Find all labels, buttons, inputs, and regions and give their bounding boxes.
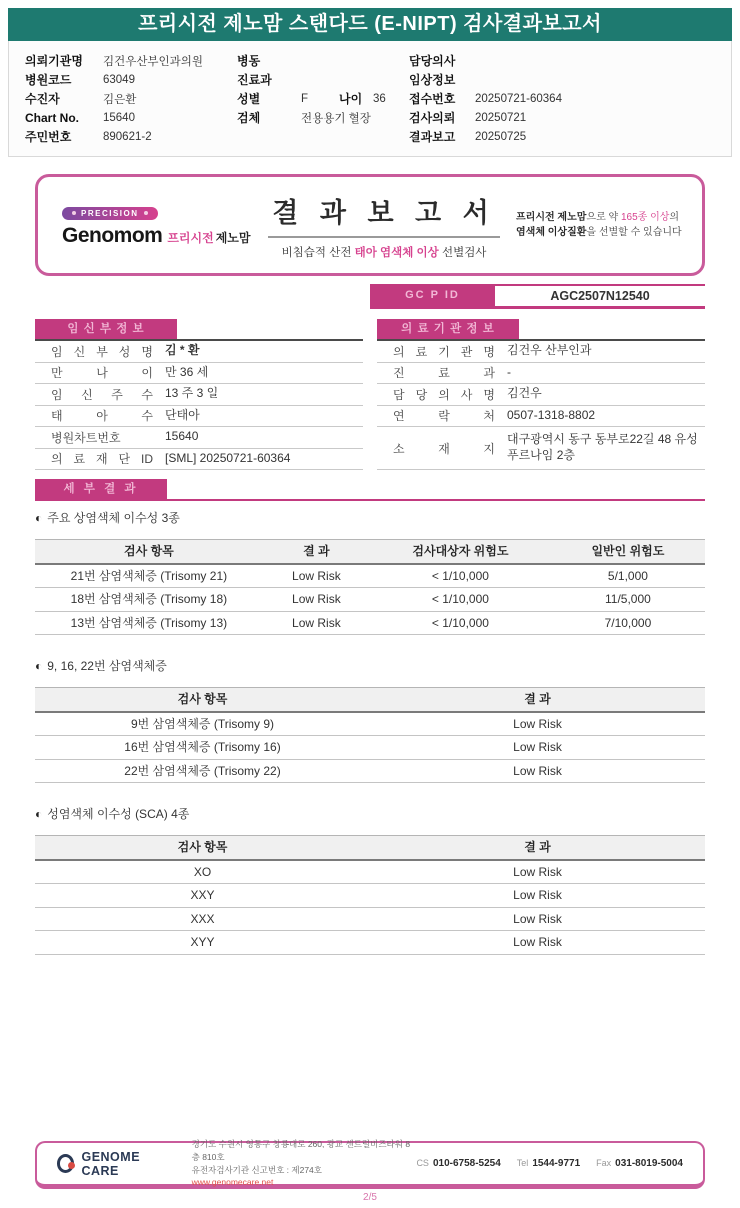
trisomy-main-table [35,539,705,635]
fax-contact [596,1158,683,1169]
table-cell: 22번 삼염색체증 (Trisomy 22) [124,763,281,778]
section-title: 9, 16, 22번 삼염색체증 [47,659,167,673]
info-row [25,108,237,127]
half-circle-icon: ◐ [35,510,43,525]
table-row [35,406,363,428]
field-label: 결과보고 [409,130,456,144]
row-label: 태 아 수 [51,409,153,424]
sca-table [35,835,705,955]
row-value: [SML] 20250721-60364 [165,450,291,465]
document-body [35,174,705,955]
field-label: 의뢰기관명 [25,54,83,68]
genome-care-logo [57,1150,170,1178]
table-cell: Low Risk [513,740,562,754]
genome-care-logo-text: GENOME CARE [81,1149,141,1178]
genomom-logo-text: Genomom [62,223,163,247]
table-row [377,341,705,363]
table-cell: Low Risk [292,592,341,606]
info-row [409,127,715,146]
table-row [35,861,705,885]
table-row [35,341,363,363]
field-value: 20250721-60364 [475,92,562,105]
report-title-block [252,191,516,260]
field-label: 나이 [339,92,363,106]
half-circle-icon: ◐ [35,806,43,821]
field-label: 접수번호 [409,92,456,106]
table-cell: Low Risk [513,716,562,731]
table-row [377,363,705,385]
table-cell: 9번 삼염색체증 (Trisomy 9) [130,716,275,731]
table-cell: 13번 삼염색체증 (Trisomy 13) [70,615,228,630]
table-cell: 21번 삼염색체증 (Trisomy 21) [70,568,228,583]
detail-results-title: 세 부 결 과 [35,479,167,499]
table-header-row [35,688,705,713]
field-value: 김은환 [103,93,137,106]
table-row [35,760,705,784]
row-value: 단태아 [165,407,200,422]
table-row [35,427,363,449]
footer-address-line1: 경기도 수원시 영통구 창룡대로 260, 광교 센트럴비즈타워 8층 810호 [191,1139,411,1162]
table-cell: XXY [190,888,215,902]
column-header: 검사 항목 [124,544,174,558]
row-label: 소 재 지 [393,441,495,456]
info-tables [35,319,705,470]
table-row [35,908,705,932]
footer-contacts [416,1158,683,1169]
cs-contact [416,1158,500,1169]
note1-tail: 의 [669,211,680,223]
tel-contact [517,1158,580,1169]
table-row [377,406,705,428]
subtitle-post: 선별검사 [438,246,487,259]
contact-value: 1544-9771 [532,1158,581,1169]
table-header-row [35,836,705,861]
page-number: 2/5 [363,1192,377,1203]
table-row [35,363,363,385]
detail-results-header [35,479,705,501]
trisomy-rare-table [35,687,705,783]
table-row [35,884,705,908]
column-header: 검사 항목 [177,840,228,854]
field-label: 검사의뢰 [409,111,456,125]
row-value: 15640 [165,429,199,444]
clinic-info-body [377,339,705,470]
info-row [237,127,409,146]
contact-value: 010-6758-5254 [432,1158,501,1169]
table-cell: XXX [190,911,215,926]
table-cell: < 1/10,000 [431,568,489,583]
info-row [237,108,409,127]
row-label: 임 신 부 성 명 [51,344,153,359]
info-row [237,89,409,108]
column-header: 결 과 [524,840,551,854]
result-report-title: 결 과 보 고 서 [268,191,499,238]
contact-label: CS [416,1158,429,1168]
field-value: 15640 [103,111,135,124]
field-value: 전용용기 혈장 [301,112,371,125]
table-row [35,449,363,471]
row-value: 김건우 [507,386,542,401]
field-label: 임상정보 [409,73,456,87]
patient-info-col2 [237,51,409,146]
section-heading-sca [35,805,705,822]
row-value: 김건우 산부인과 [507,343,592,358]
table-row [35,588,705,612]
field-label: 주민번호 [25,130,72,144]
field-label: 병동 [237,54,261,68]
subtitle-pre: 비침습적 산전 [281,246,355,259]
brand-block [62,203,252,248]
field-label: 검체 [237,111,261,125]
table-cell: 18번 삼염색체증 (Trisomy 18) [70,592,228,606]
report-title-bar [8,8,732,41]
column-header: 결 과 [524,692,551,706]
field-label: 담당의사 [409,54,456,68]
info-row [409,70,715,89]
table-cell: Low Risk [513,935,562,949]
table-row [35,612,705,636]
note1-bold: 프리시전 제노맘 [516,211,587,223]
footer-address-line2: 유전자검사기관 신고번호 : 제274호 [191,1164,322,1175]
info-row [409,51,715,70]
info-row [237,51,409,70]
section-title: 주요 상염색체 이수성 3종 [47,511,180,525]
table-cell: < 1/10,000 [431,615,489,630]
table-header-row [35,540,705,565]
field-value: 36 [373,92,386,105]
row-label: 진 료 과 [393,366,495,381]
website-link[interactable]: www.genomecare.net [191,1177,274,1188]
info-row [25,51,237,70]
column-header: 일반인 위험도 [591,544,665,558]
section-heading-rare-trisomy [35,657,705,674]
table-cell: 7/10,000 [604,615,652,630]
table-row [35,565,705,589]
info-row [409,108,715,127]
section-title: 성염색체 이수성 (SCA) 4종 [47,807,190,821]
info-row [25,127,237,146]
row-label: 담 당 의 사 명 [393,387,495,402]
table-cell: 5/1,000 [607,568,648,583]
contact-label: Fax [596,1158,612,1168]
info-row [25,70,237,89]
info-row [237,70,409,89]
table-row [35,384,363,406]
column-header: 검사대상자 위험도 [412,544,509,558]
field-label: 수진자 [25,92,60,106]
field-label: 성별 [237,92,261,106]
table-cell: XYY [190,935,215,949]
table-row [35,736,705,760]
field-value: 20250725 [475,130,527,143]
genome-care-logo-icon [57,1154,74,1173]
row-value: 김 * 환 [165,343,200,358]
contact-label: Tel [516,1158,529,1168]
row-label: 의 료 기 관 명 [393,344,495,359]
row-label: 병원차트번호 [51,430,121,445]
row-value: 0507-1318-8802 [507,407,596,422]
patient-info-col1 [25,51,237,146]
column-header: 검사 항목 [177,692,228,706]
field-label: 병원코드 [25,73,72,87]
patient-info-col3 [409,51,715,146]
clinic-info-table [377,319,705,470]
subtitle-highlight: 태아 염색체 이상 [354,246,439,259]
info-row [25,89,237,108]
precision-badge: PRECISION [62,207,158,220]
field-value: 20250721 [475,111,527,124]
footer-address-block [192,1138,417,1189]
table-cell: Low Risk [292,568,341,583]
note1-mid: 으로 약 [586,211,621,223]
mother-info-table [35,319,363,470]
row-value: 13 주 3 일 [165,386,219,401]
brand-kr-pink: 프리시전 [167,230,214,245]
table-cell: Low Risk [292,615,341,630]
table-cell: Low Risk [513,888,562,902]
field-value: F [301,92,309,105]
patient-info-box [8,41,732,157]
note2-tail: 을 선별할 수 있습니다 [586,227,682,238]
gc-p-id-row [370,284,705,309]
report-header-strip [35,174,705,276]
gc-p-id-value: AGC2507N12540 [495,284,705,306]
row-value: 만 36 세 [165,364,209,379]
table-cell: Low Risk [513,911,562,926]
row-label: 연 락 처 [393,409,495,424]
row-value: 대구광역시 동구 동부로22길 48 유성 푸르나임 2층 [507,432,698,462]
field-value: 63049 [103,73,135,86]
table-cell: 11/5,000 [605,592,651,606]
header-note [516,210,684,241]
note-line1 [516,210,684,226]
table-row [35,713,705,737]
footer-box [35,1141,705,1189]
table-row [35,931,705,955]
info-row [409,89,715,108]
field-label: Chart No. [25,110,79,125]
table-cell: XO [193,864,212,879]
table-row [377,427,705,470]
table-row [377,384,705,406]
row-label: 의 료 재 단 ID [51,452,153,467]
note1-highlight: 165종 이상 [620,211,670,223]
mother-info-header: 임 신 부 정 보 [35,319,177,339]
mother-info-body [35,339,363,470]
report-title: 프리시전 제노맘 스탠다드 (E-NIPT) 검사결과보고서 [138,13,602,35]
row-label: 임 신 주 수 [51,387,153,402]
row-label: 만 나 이 [51,366,153,381]
table-cell: Low Risk [513,763,562,778]
report-subtitle [252,244,516,260]
field-label: 진료과 [237,73,272,87]
field-value: 김건우산부인과의원 [103,55,203,68]
contact-value: 031-8019-5004 [615,1158,683,1169]
row-value: - [507,364,511,379]
gc-p-id-label: GC P ID [370,284,495,306]
note2-bold: 염색체 이상질환 [516,227,587,238]
clinic-info-header: 의 료 기 관 정 보 [377,319,519,339]
note-line2 [516,225,684,241]
section-heading-autosome [35,509,705,526]
table-cell: Low Risk [513,864,562,879]
table-cell: 16번 삼염색체증 (Trisomy 16) [124,740,281,754]
table-cell: < 1/10,000 [431,592,489,606]
brand-kr-dark: 제노맘 [215,230,251,245]
column-header: 결 과 [303,544,330,558]
half-circle-icon: ◐ [35,658,43,673]
field-value: 890621-2 [103,130,152,143]
brand-logo [62,224,252,248]
